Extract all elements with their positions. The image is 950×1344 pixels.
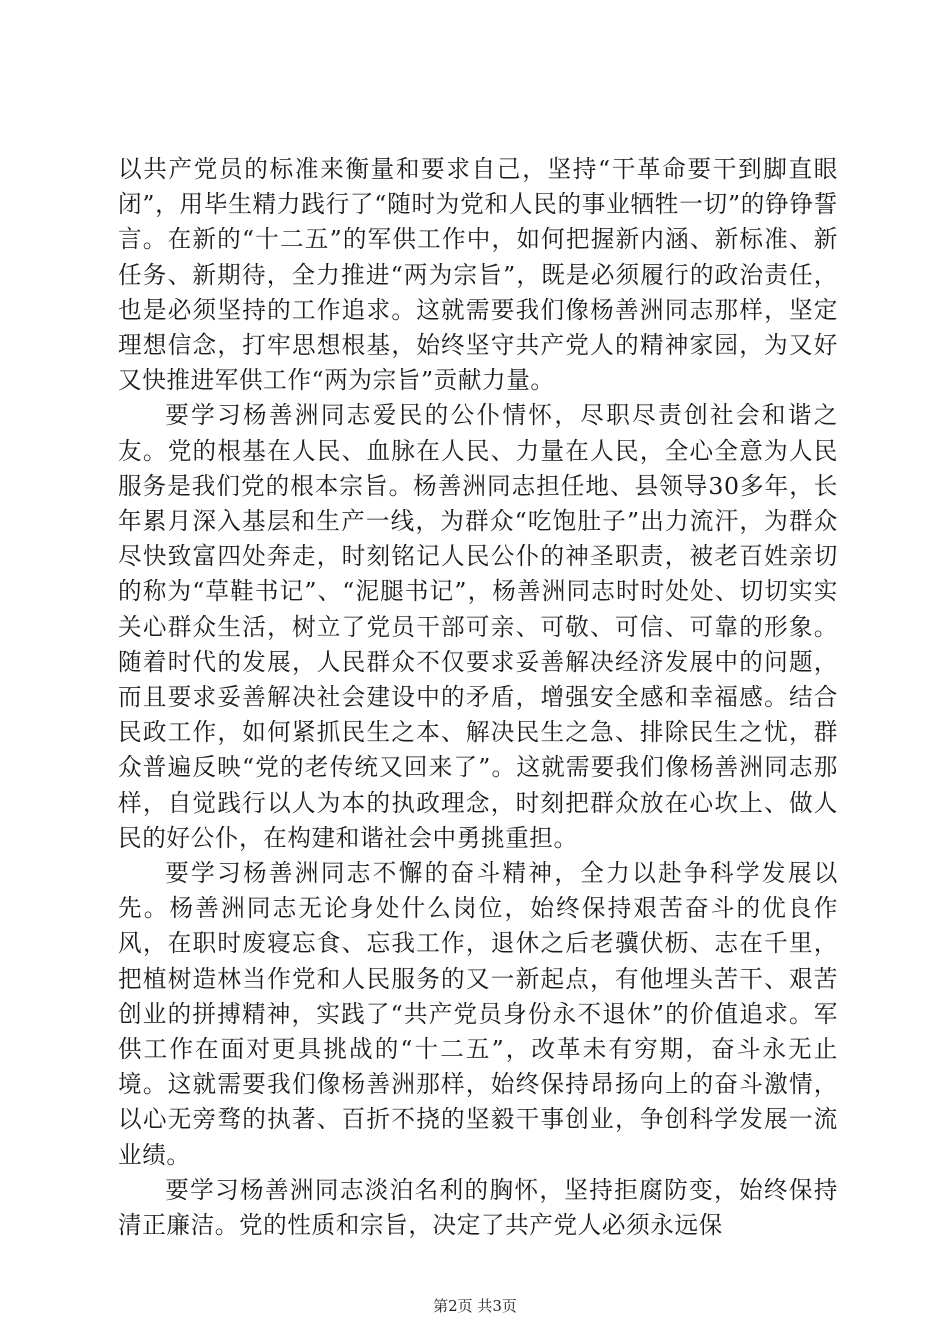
page-number-footer: 第2页 共3页 (433, 1297, 517, 1315)
paragraph-continued: 以共产党员的标准来衡量和要求自己，坚持“干革命要干到脚直眼闭”，用毕生精力践行了“随时为党和人民的事业牺牲一切”的铮铮誓言。在新的“十二五”的军供工作中，如何把握新内涵、新标准、新任务、新期待，全力推进“两为宗旨”，既是必须履行的政治责任，也是必须坚持的工作追求。这就需要我们像杨善洲同志那样，坚定理想信念，打牢思想根基，始终坚守共产党人的精神家园，为又好又快推进军供工作“两为宗旨”贡献力量。 (118, 155, 838, 395)
paragraph-care-for-people: 要学习杨善洲同志爱民的公仆情怀，尽职尽责创社会和谐之友。党的根基在人民、血脉在人民、力量在人民，全心全意为人民服务是我们党的根本宗旨。杨善洲同志担任地、县领导30多年，长年累月深入基层和生产一线，为群众“吃饱肚子”出力流汗，为群众尽快致富四处奔走，时刻铭记人民公仆的神圣职责，被老百姓亲切的称为“草鞋书记”、“泥腿书记”，杨善洲同志时时处处、切切实实关心群众生活，树立了党员干部可亲、可敬、可信、可靠的形象。随着时代的发展，人民群众不仅要求妥善解决经济发展中的问题，而且要求妥善解决社会建设中的矛盾，增强安全感和幸福感。结合民政工作，如何紧抓民生之本、解决民生之急、排除民生之忧，群众普遍反映“党的老传统又回来了”。这就需要我们像杨善洲同志那样，自觉践行以人为本的执政理念，时刻把群众放在心坎上、做人民的好公仆，在构建和谐社会中勇挑重担。 (118, 401, 838, 852)
paragraph-struggle-spirit: 要学习杨善洲同志不懈的奋斗精神，全力以赴争科学发展以先。杨善洲同志无论身处什么岗位，始终保持艰苦奋斗的优良作风，在职时废寝忘食、忘我工作，退休之后老骥伏枥、志在千里，把植树造林当作党和人民服务的又一新起点，有他埋头苦干、艰苦创业的拼搏精神，实践了“共产党员身份永不退休”的价值追求。军供工作在面对更具挑战的“十二五”，改革未有穷期，奋斗永无止境。这就需要我们像杨善洲那样，始终保持昂扬向上的奋斗激情，以心无旁骛的执著、百折不挠的坚毅干事创业，争创科学发展一流业绩。 (118, 859, 838, 1169)
body-text (118, 152, 838, 1243)
paragraph-integrity: 要学习杨善洲同志淡泊名利的胸怀，坚持拒腐防变，始终保持清正廉洁。党的性质和宗旨，决定了共产党人必须永远保 (118, 1175, 838, 1240)
